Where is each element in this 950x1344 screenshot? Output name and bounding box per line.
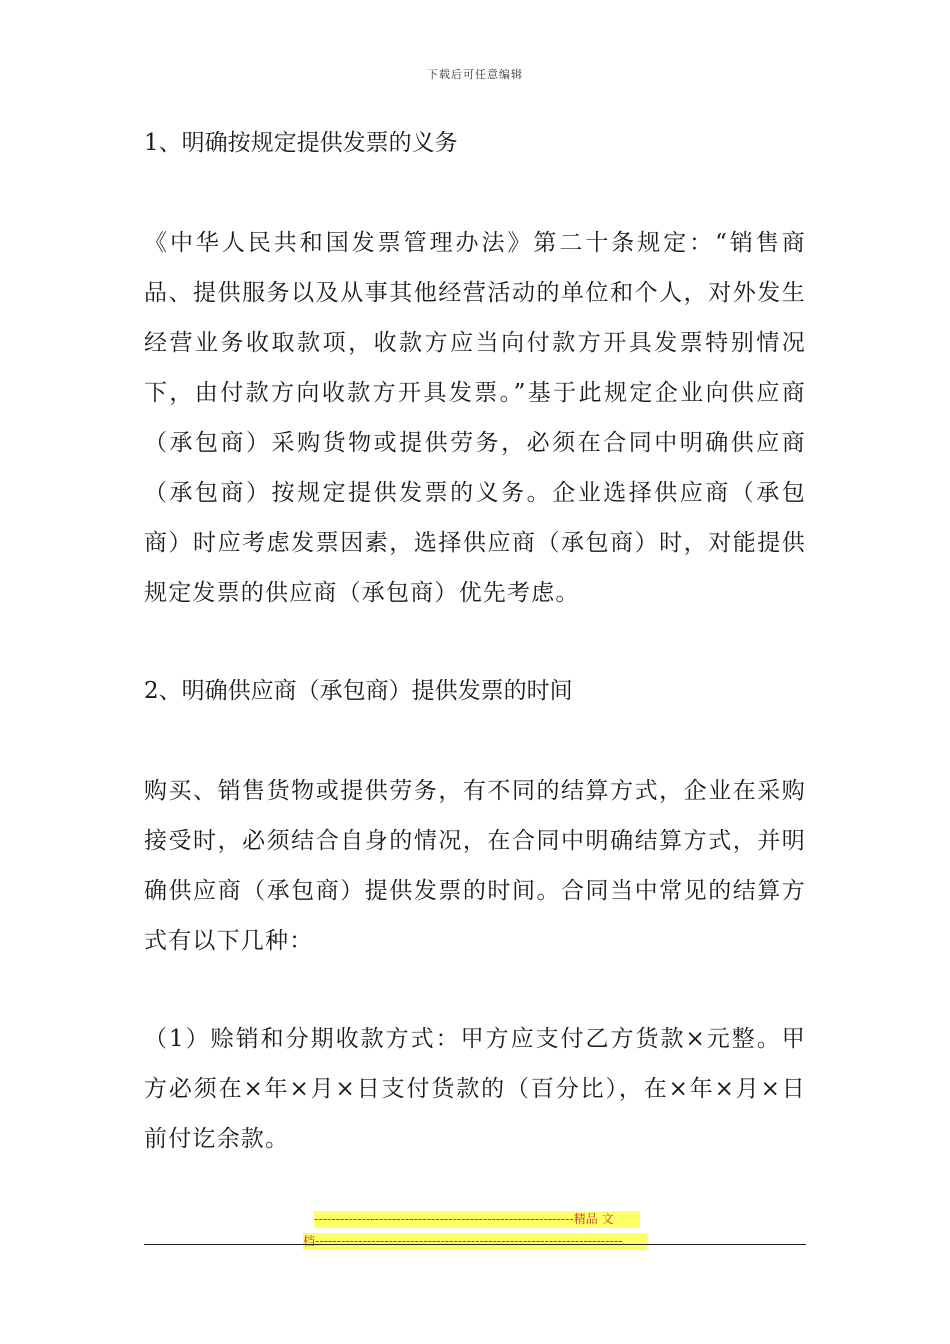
spacer xyxy=(144,168,806,218)
spacer xyxy=(144,716,806,766)
spacer xyxy=(144,966,806,1014)
document-body xyxy=(144,118,806,1164)
section-1-paragraph: 《中华人民共和国发票管理办法》第二十条规定：“销售商品、提供服务以及从事其他经营活动的单位和个人，对外发生经营业务收取款项，收款方应当向付款方开具发票特别情况下，由付款方向收款方开具发票。”基于此规定企业向供应商（承包商）采购货物或提供劳务，必须在合同中明确供应商（承包商）按规定提供发票的义务。企业选择供应商（承包商）时应考虑发票因素，选择供应商（承包商）时，对能提供规定发票的供应商（承包商）优先考虑。 xyxy=(144,230,806,606)
footer-line-2: 档----------------------------------------------------------------------- xyxy=(303,1233,648,1250)
section-2-item-1: （1）赊销和分期收款方式：甲方应支付乙方货款×元整。甲方必须在×年×月×日支付货款的（百分比），在×年×月×日前付讫余款。 xyxy=(144,1026,806,1152)
footer-line-1: ------------------------------------------------------------精品 文 xyxy=(314,1211,640,1228)
footer-watermark xyxy=(303,1211,648,1255)
spacer xyxy=(144,618,806,666)
section-1-heading: 1、明确按规定提供发票的义务 xyxy=(144,130,458,156)
section-2-heading: 2、明确供应商（承包商）提供发票的时间 xyxy=(144,678,573,704)
page-header-note: 下载后可任意编辑 xyxy=(427,68,523,81)
section-2-paragraph: 购买、销售货物或提供劳务，有不同的结算方式，企业在采购接受时，必须结合自身的情况，在合同中明确结算方式，并明确供应商（承包商）提供发票的时间。合同当中常见的结算方式有以下几种： xyxy=(144,778,806,954)
footer-divider xyxy=(144,1244,806,1245)
